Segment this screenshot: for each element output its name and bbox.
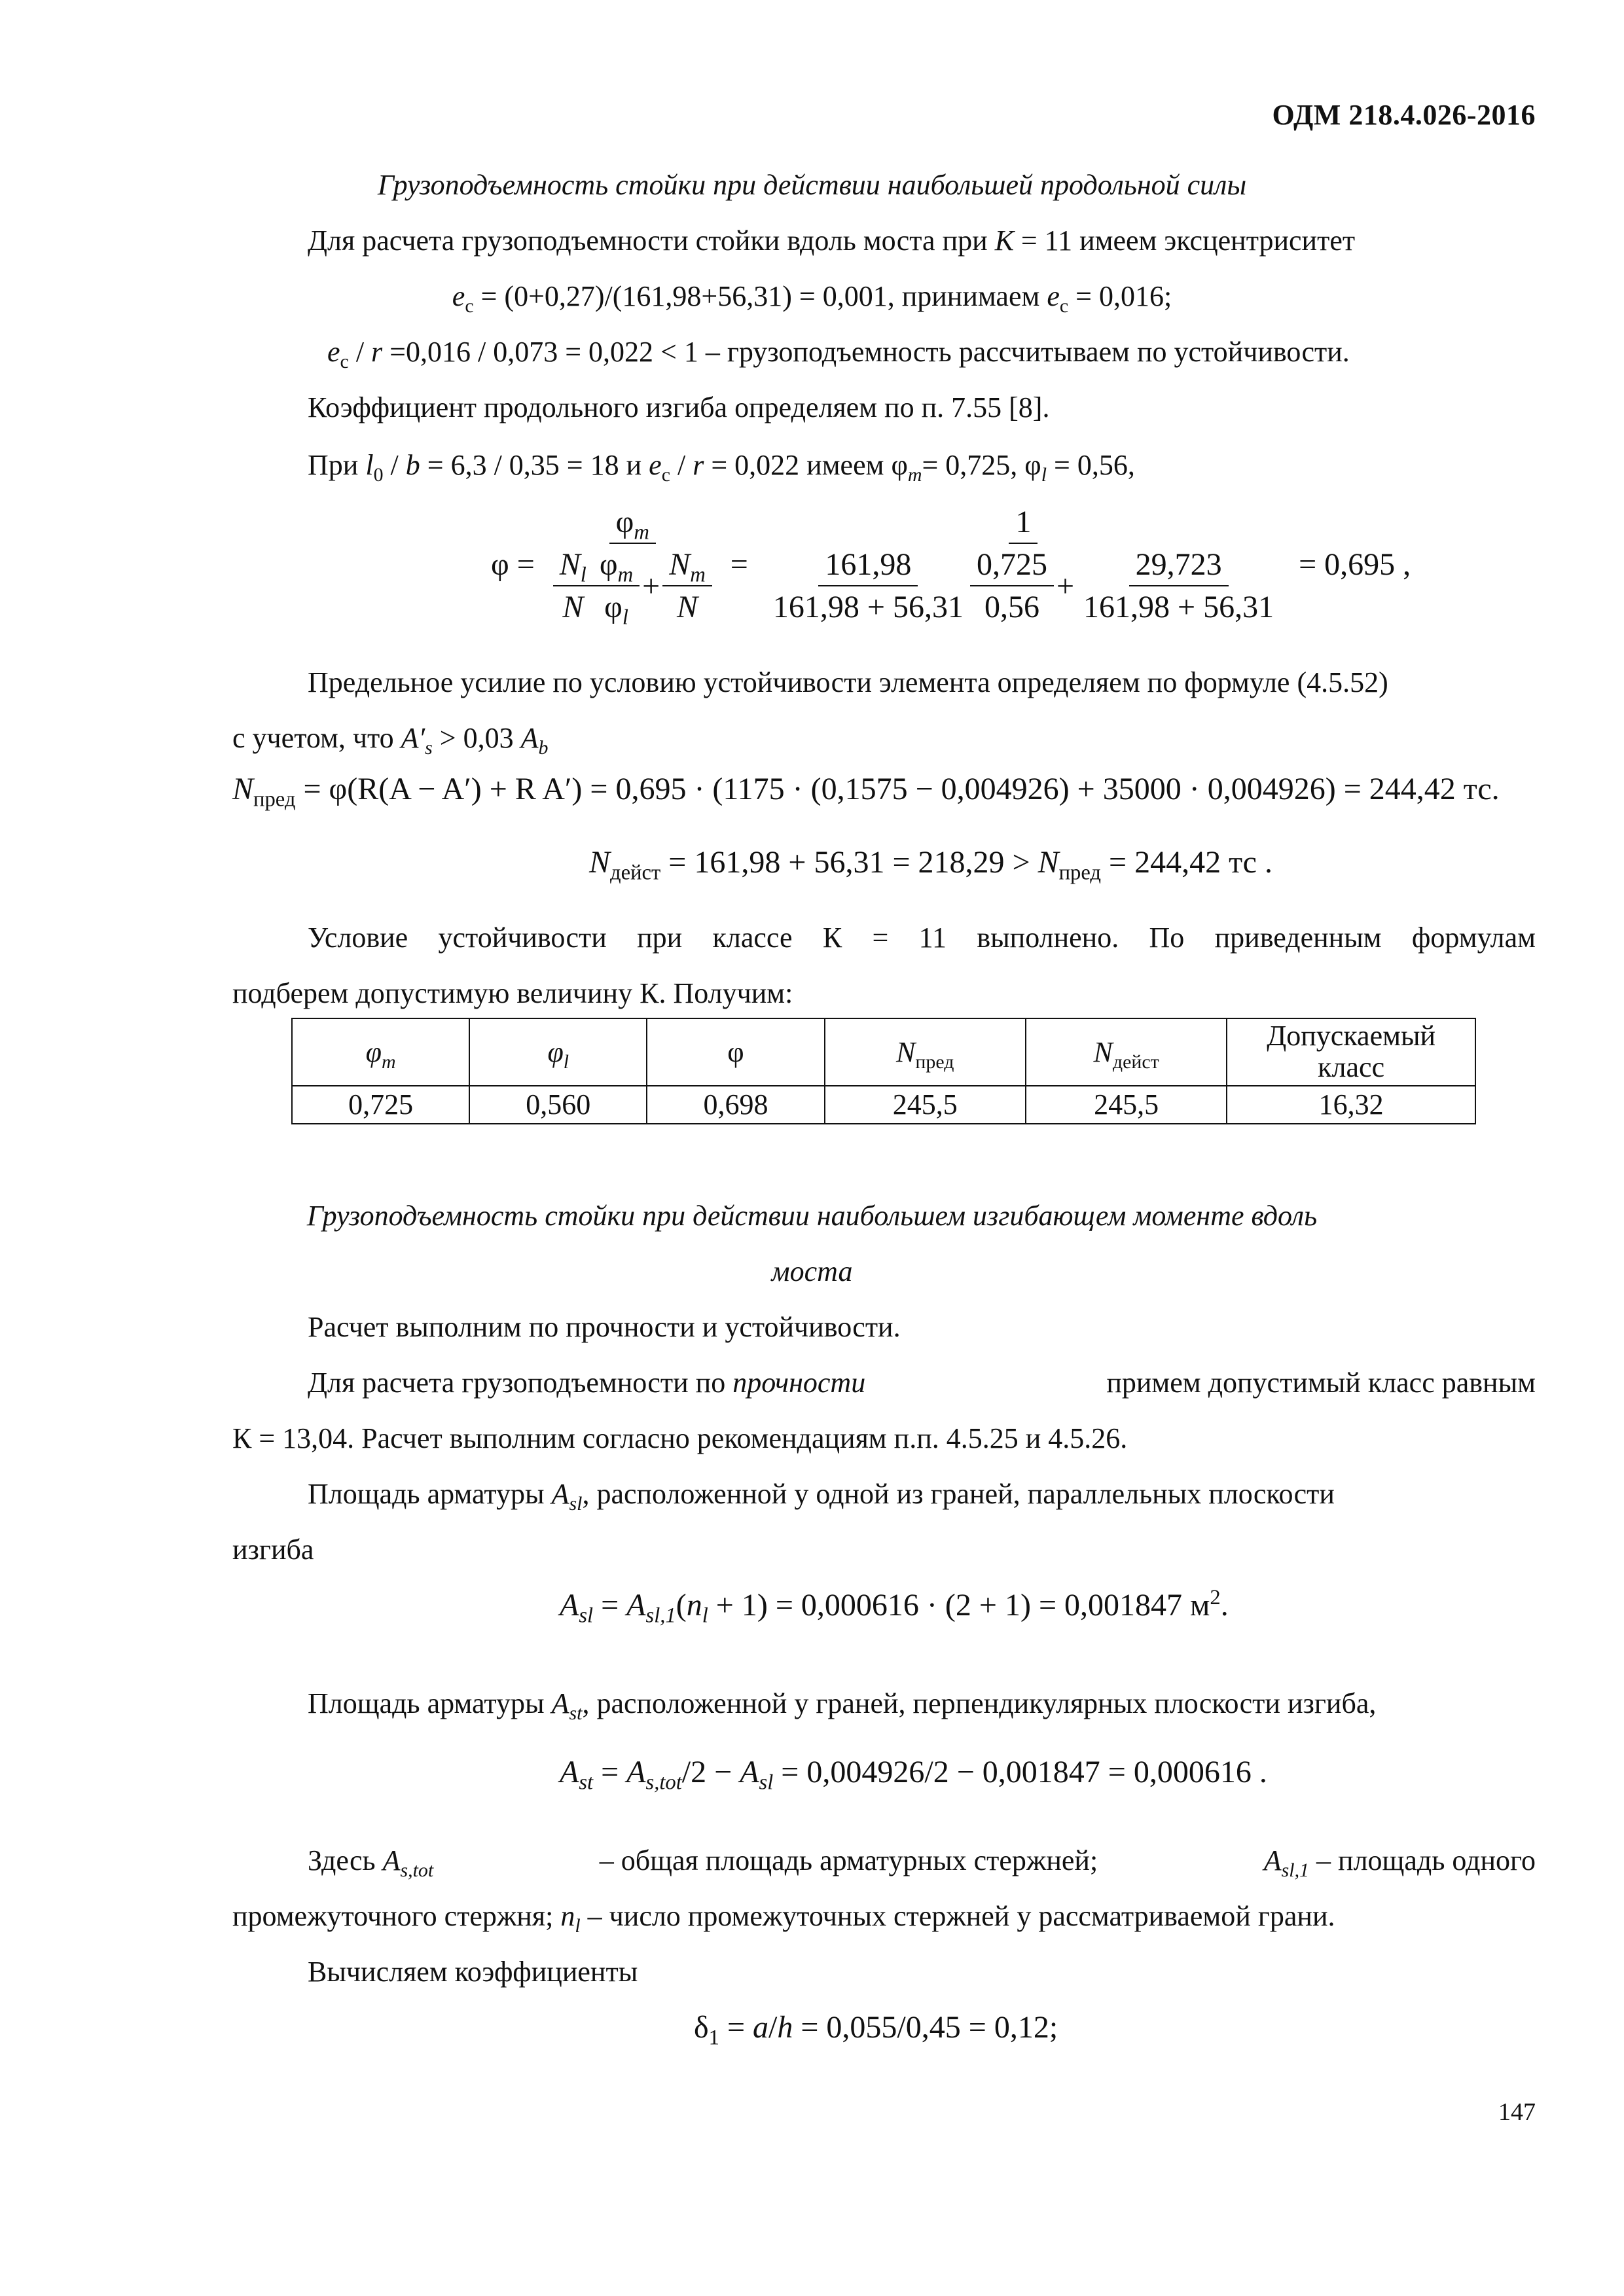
table-header-cell: $\varphi_m$ [292,1018,469,1086]
paragraph: При $l_0 / b = 6,3 / 0,35 = 18$ и $e_с / r = 0,022$ имеем $\varphi_m= 0,725$, $\varphi_l = 0,56$, [308,449,1135,486]
paragraph: Расчет выполним по прочности и устойчивости. [308,1311,901,1343]
formula-phi: φ = $\varphi_m$ $\frac{N_l}{N}$ $\frac{\varphi_m}{\varphi_l}$ + $\frac{N_m}{N}$ = 1 $\frac{161,98}{161,98 + 56,31}$ $\frac{0,725}{0,56}$ + $\frac{29,723}{161,98 + 56,31}$ = 0,695 , [491,505,1411,630]
fraction-main-left: $\varphi_m$ $\frac{N_l}{N}$ $\frac{\varphi_m}{\varphi_l}$ + $\frac{N_m}{N}$ [547,504,719,625]
paragraph: промежуточного стержня; $n_l$ – число промежуточных стержней у рассматриваемой грани. [232,1900,1335,1937]
equation-eccentricity: $e_с = (0+0,27)/(161,98+56,31) = 0,001$, принимаем $e_с = 0,016$; [452,280,1172,317]
paragraph: подберем допустимую величину К. Получим: [232,977,793,1009]
table-cell: 16,32 [1227,1086,1475,1124]
table-cell: 0,560 [469,1086,647,1124]
table-cell: 0,698 [647,1086,824,1124]
paragraph: К = 13,04. Расчет выполним согласно рекомендациям п.п. 4.5.25 и 4.5.26. [232,1422,1128,1454]
section-title-1: Грузоподъемность стойки при действии наибольшей продольной силы [377,169,1247,201]
table-header-cell: $N_{пред}$ [825,1018,1026,1086]
paragraph: Здесь $A_{s,tot}$ – общая площадь арматурных стержней; $A_{sl,1}$ – площадь одного [308,1844,1536,1881]
paragraph: Площадь арматуры $A_{st}$, расположенной у граней, перпендикулярных плоскости изгиба, [308,1687,1377,1724]
paragraph: Площадь арматуры $A_{sl}$, расположенной у одной из граней, параллельных плоскости [308,1478,1335,1515]
table-header-cell: $N_{дейст}$ [1026,1018,1227,1086]
equation-ndeist: $N_{дейст} = 161,98 + 56,31 = 218,29 > N_{пред} = 244,42$ тс . [589,845,1272,885]
equation-asl: $A_{sl} = A_{sl,1}(n_l + 1) = 0,000616 \cdot (2 + 1) = 0,001847$ $м^2$. [560,1586,1229,1628]
equation-ast: $A_{st} = A_{s,tot}/2 - A_{sl} = 0,004926/2 - 0,001847 = 0,000616$ . [560,1755,1267,1795]
paragraph: с учетом, что $A'_s > 0,03$ $A_b$ [232,722,549,759]
table-header-row [292,1018,1475,1086]
paragraph: изгиба [232,1534,314,1566]
fraction-main-right: 1 $\frac{161,98}{161,98 + 56,31}$ $\frac{0,725}{0,56}$ + $\frac{29,723}{161,98 + 56,31}$ [772,505,1274,624]
table-row [292,1086,1475,1124]
paragraph: Коэффициент продольного изгиба определяем по п. 7.55 [8]. [308,391,1050,423]
equation-npred: $N_{пред} = \varphi(R(A - A') + R$ A′) = 0,695 · (1175 · (0,1575 − 0,004926) + 35000 · 0,004926) = 244,42 тс. [232,772,1500,812]
results-table [291,1018,1476,1124]
paragraph: Предельное усилие по условию устойчивости элемента определяем по формуле (4.5.52) [308,666,1388,698]
table-header-cell: φ [647,1018,824,1086]
page-number: 147 [1498,2098,1536,2126]
equation-delta: $\delta_1 = a/h = 0,055/0,45 = 0,12$; [694,2010,1058,2050]
section-title-2: Грузоподъемность стойки при действии наибольшем изгибающем моменте вдоль [306,1200,1318,1232]
table-cell: 245,5 [1026,1086,1227,1124]
section-title-2-cont: моста [771,1255,853,1287]
table-header-cell: $\varphi_l$ [469,1018,647,1086]
table-header-cell: Допускаемый класс [1227,1018,1475,1086]
table-cell: 245,5 [825,1086,1026,1124]
paragraph: Условие устойчивости при классе К = 11 выполнено. По приведенным формулам [308,922,1536,954]
table-cell: 0,725 [292,1086,469,1124]
document-id: ОДМ 218.4.026-2016 [1272,99,1536,131]
paragraph: Для расчета грузоподъемности по прочности примем допустимый класс равным [308,1367,1536,1399]
paragraph: Для расчета грузоподъемности стойки вдоль моста при К = 11 имеем эксцентриситет [308,224,1356,257]
equation-ratio: $e_с / r =0,016 / 0,073 = 0,022 < 1$ – грузоподъемность рассчитываем по устойчивости. [327,336,1350,372]
paragraph: Вычисляем коэффициенты [308,1956,638,1988]
